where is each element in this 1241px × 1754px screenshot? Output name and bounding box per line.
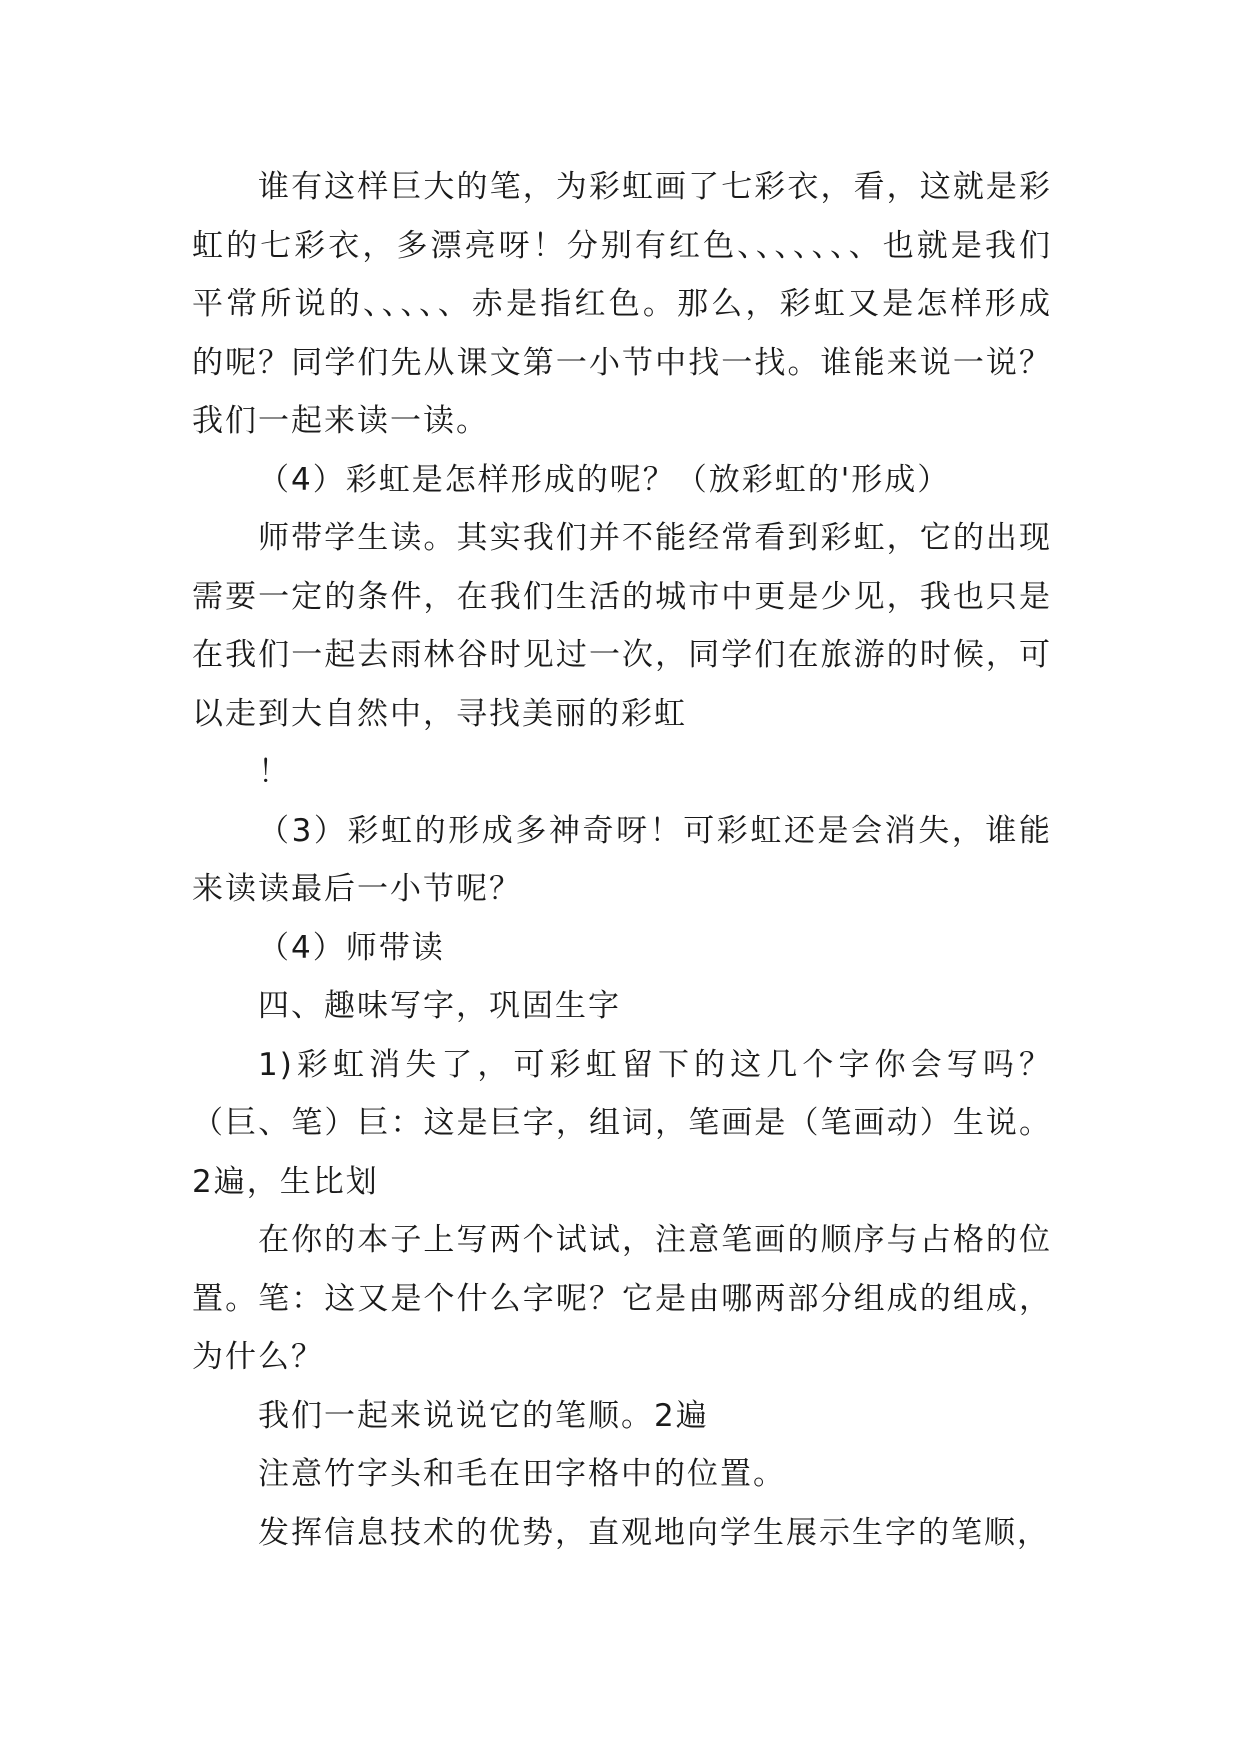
document-body (192, 158, 1052, 1562)
paragraph: 1)彩虹消失了，可彩虹留下的这几个字你会写吗？（巨、笔）巨：这是巨字，组词，笔画是（笔画动）生说。2遍，生比划 (192, 1046, 1052, 1200)
paragraph: ！ (258, 754, 291, 790)
paragraph: （4）师带读 (258, 929, 445, 966)
paragraph: （4）彩虹是怎样形成的呢？（放彩虹的'形成） (258, 461, 951, 498)
section-heading: 四、趣味写字，巩固生字 (258, 988, 621, 1024)
paragraph: （3）彩虹的形成多神奇呀！可彩虹还是会消失，谁能来读读最后一小节呢？ (192, 812, 1052, 907)
paragraph: 我们一起来说说它的笔顺。2遍 (258, 1397, 709, 1434)
paragraph: 在你的本子上写两个试试，注意笔画的顺序与占格的位置。笔：这又是个什么字呢？它是由哪两部分组成的组成，为什么？ (192, 1222, 1052, 1375)
paragraph: 注意竹字头和毛在田字格中的位置。 (258, 1456, 786, 1492)
paragraph: 发挥信息技术的优势，直观地向学生展示生字的笔顺， (258, 1514, 1050, 1551)
paragraph: 谁有这样巨大的笔，为彩虹画了七彩衣，看，这就是彩虹的七彩衣，多漂亮呀！分别有红色、、、、、、、也就是我们平常所说的、、、、、赤是指红色。那么，彩虹又是怎样形成的呢？同学们先从课文第一小节中找一找。谁能来说一说？我们一起来读一读。 (192, 169, 1052, 439)
paragraph: 师带学生读。其实我们并不能经常看到彩虹，它的出现需要一定的条件，在我们生活的城市中更是少见，我也只是在我们一起去雨林谷时见过一次，同学们在旅游的时候，可以走到大自然中，寻找美丽的彩虹 (192, 520, 1052, 732)
